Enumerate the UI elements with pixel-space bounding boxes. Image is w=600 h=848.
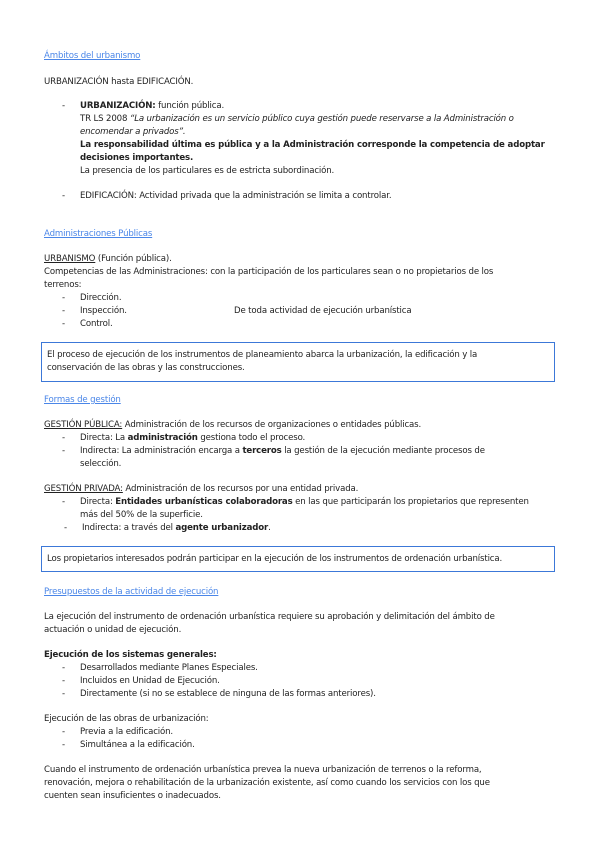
propietarios-box-text: Los propietarios interesados podrán participar en la ejecución de los instrumentos de ordenación urbanística. <box>47 554 503 564</box>
note-box-line-1: El proceso de ejecución de los instrumentos de planeamiento abarca la urbanización, la edificación y la <box>47 350 478 360</box>
publica-indirecta-cont: selección. <box>80 459 122 469</box>
gestion-publica-label: GESTIÓN PÚBLICA: <box>44 420 123 430</box>
quote-line-1 <box>80 113 514 125</box>
text-part: gestiona todo el proceso. <box>197 433 306 443</box>
urbanizacion-rest: función pública. <box>155 101 225 111</box>
urbanizacion-label: URBANIZACIÓN: <box>80 101 156 111</box>
final-line-3: cuenten sean insuficientes o inadecuados. <box>44 791 221 801</box>
note-box-line-2: conservación de las obras y las construcciones. <box>47 363 245 373</box>
sistemas-item: Desarrollados mediante Planes Especiales. <box>80 663 258 673</box>
publica-indirecta <box>80 445 485 457</box>
bullet-dash: - <box>64 523 67 533</box>
urbanismo-label: URBANISMO <box>44 254 96 264</box>
quote-prefix: TR LS 2008 <box>80 114 130 124</box>
intro-text: URBANIZACIÓN hasta EDIFICACIÓN. <box>44 77 194 87</box>
competencias-line-1: Competencias de las Administraciones: con la participación de los particulares sean o no propietarios de los <box>44 267 494 277</box>
text-part: Directa: <box>80 497 116 507</box>
privada-directa <box>80 496 529 508</box>
agente-bold: agente urbanizador <box>175 523 269 533</box>
bullet-dash: - <box>62 191 65 201</box>
terceros-bold: terceros <box>242 446 282 456</box>
urbanismo-rest: (Función pública). <box>95 254 172 264</box>
edificacion-line: EDIFICACIÓN: Actividad privada que la administración se limita a controlar. <box>80 191 392 201</box>
bullet-dash: - <box>62 433 65 443</box>
bullet-dash: - <box>62 293 65 303</box>
text-part: en las que participarán los propietarios que representen <box>292 497 529 507</box>
text-part: la gestión de la ejecución mediante procesos de <box>281 446 485 456</box>
sistemas-item: Directamente (si no se establece de ninguna de las formas anteriores). <box>80 689 376 699</box>
text-part: Indirecta: La administración encarga a <box>80 446 243 456</box>
heading-administraciones[interactable]: Administraciones Públicas <box>44 229 153 239</box>
obras-item: Previa a la edificación. <box>80 727 173 737</box>
sistemas-generales-heading: Ejecución de los sistemas generales: <box>44 650 217 660</box>
urbanismo-line <box>44 253 172 265</box>
ejecucion-line-2: actuación o unidad de ejecución. <box>44 625 182 635</box>
obras-heading: Ejecución de las obras de urbanización: <box>44 714 209 724</box>
list-item-inspeccion: Inspección. <box>80 306 127 316</box>
urbanizacion-line <box>80 100 224 112</box>
bullet-dash: - <box>62 676 65 686</box>
sistemas-item: Incluidos en Unidad de Ejecución. <box>80 676 220 686</box>
entidades-bold: Entidades urbanísticas colaboradoras <box>115 497 293 507</box>
gestion-publica-rest: Administración de los recursos de organizaciones o entidades públicas. <box>122 420 422 430</box>
bullet-dash: - <box>62 689 65 699</box>
bold-line-1: La responsabilidad última es pública y a la Administración corresponde la competencia de adoptar <box>80 140 545 150</box>
heading-formas-gestion[interactable]: Formas de gestión <box>44 395 121 405</box>
privada-directa-cont: más del 50% de la superficie. <box>80 510 203 520</box>
gestion-privada-line <box>44 483 358 495</box>
privada-indirecta <box>82 522 271 534</box>
heading-presupuestos[interactable]: Presupuestos de la actividad de ejecución <box>44 587 219 597</box>
bullet-dash: - <box>62 306 65 316</box>
heading-ambitos[interactable]: Ámbitos del urbanismo <box>44 51 141 61</box>
ejecucion-line-1: La ejecución del instrumento de ordenación urbanística requiere su aprobación y delimitación del ámbito de <box>44 612 495 622</box>
list-item-direccion: Dirección. <box>80 293 122 303</box>
obras-item: Simultánea a la edificación. <box>80 740 195 750</box>
text-part: Directa: La <box>80 433 128 443</box>
gestion-publica-line <box>44 419 421 431</box>
text-part: Indirecta: a través del <box>82 523 176 533</box>
bullet-dash: - <box>62 446 65 456</box>
quote-line-2: encomendar a privados”. <box>80 127 186 137</box>
bold-line-2: decisiones importantes. <box>80 153 194 163</box>
gestion-privada-label: GESTIÓN PRIVADA: <box>44 484 123 494</box>
quote-text: “La urbanización es un servicio público cuya gestión puede reservarse a la Administración o <box>129 114 514 124</box>
gestion-privada-rest: Administración de los recursos por una entidad privada. <box>122 484 359 494</box>
bullet-dash: - <box>62 497 65 507</box>
final-line-2: renovación, mejora o rehabilitación de la urbanización existente, así como cuando los servicios con los que <box>44 778 490 788</box>
competencias-line-2: terrenos: <box>44 280 82 290</box>
publica-directa <box>80 432 305 444</box>
side-note: De toda actividad de ejecución urbanística <box>234 306 412 316</box>
administracion-bold: administración <box>127 433 198 443</box>
final-line-1: Cuando el instrumento de ordenación urbanística prevea la nueva urbanización de terrenos o la reforma, <box>44 765 482 775</box>
text-part: . <box>268 523 271 533</box>
bullet-dash: - <box>62 740 65 750</box>
bullet-dash: - <box>62 319 65 329</box>
subordinacion-line: La presencia de los particulares es de estricta subordinación. <box>80 166 335 176</box>
bullet-dash: - <box>62 727 65 737</box>
bullet-dash: - <box>62 101 65 111</box>
bullet-dash: - <box>62 663 65 673</box>
list-item-control: Control. <box>80 319 113 329</box>
